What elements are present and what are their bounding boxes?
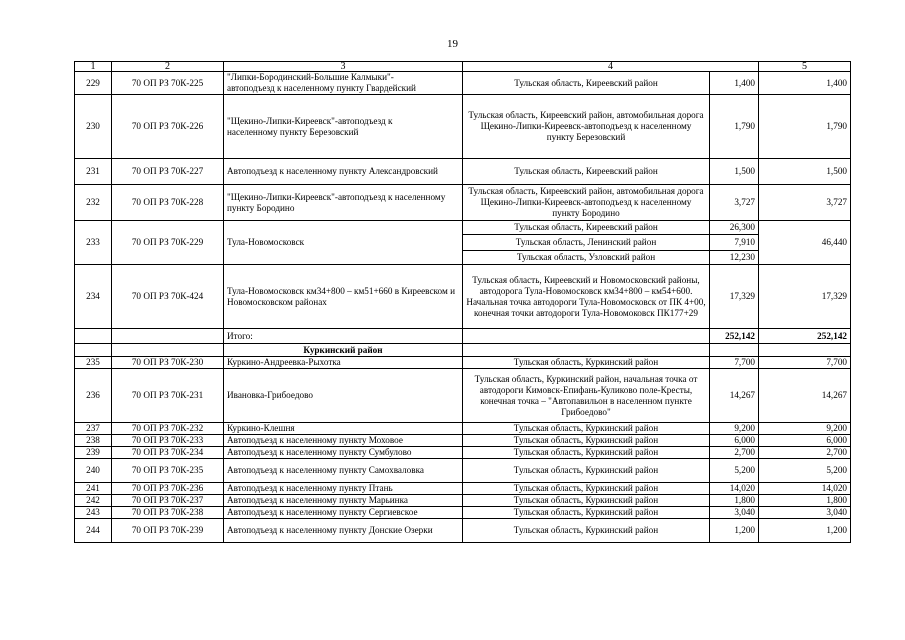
- empty-cell: [75, 329, 112, 344]
- road-location: Тульская область, Куркинский район: [463, 357, 710, 369]
- total-length: 1,200: [759, 519, 851, 543]
- total-row: [75, 329, 851, 344]
- total-length: 3,727: [759, 185, 851, 221]
- segment-length: 7,910: [710, 235, 759, 251]
- row-number: 237: [75, 423, 112, 435]
- row-number: 231: [75, 159, 112, 185]
- road-location: Тульская область, Киреевский район: [463, 221, 710, 235]
- total-length: 46,440: [759, 221, 851, 265]
- total-length: 5,200: [759, 459, 851, 483]
- total-length: 7,700: [759, 357, 851, 369]
- row-number: 234: [75, 265, 112, 329]
- road-name: Куркино-Клешня: [224, 423, 463, 435]
- total-label: Итого:: [224, 329, 463, 344]
- segment-length: 14,267: [710, 369, 759, 423]
- segment-length: 3,727: [710, 185, 759, 221]
- table-row: [75, 483, 851, 495]
- roads-table: [74, 61, 851, 543]
- road-code: 70 ОП РЗ 70К-227: [112, 159, 224, 185]
- road-code: 70 ОП РЗ 70К-239: [112, 519, 224, 543]
- total-length: 2,700: [759, 447, 851, 459]
- table-row: [75, 185, 851, 221]
- road-name: [224, 72, 463, 95]
- empty-cell: [112, 329, 224, 344]
- road-code: 70 ОП РЗ 70К-232: [112, 423, 224, 435]
- road-code: 70 ОП РЗ 70К-238: [112, 507, 224, 519]
- row-number: 236: [75, 369, 112, 423]
- total-length: 1,400: [759, 72, 851, 95]
- page-number: 19: [447, 38, 458, 50]
- row-number: 229: [75, 72, 112, 95]
- road-name: Автоподъезд к населенному пункту Самохваловка: [224, 459, 463, 483]
- table-row: [75, 459, 851, 483]
- table-row: [75, 95, 851, 159]
- empty-cell: [759, 344, 851, 357]
- row-number: 233: [75, 221, 112, 265]
- table-row: [75, 265, 851, 329]
- road-name: Ивановка-Грибоедово: [224, 369, 463, 423]
- segment-length: 17,329: [710, 265, 759, 329]
- road-name-line: "Щекино-Липки-Киреевск"-автоподъезд к: [227, 115, 393, 126]
- table-row: [75, 221, 851, 235]
- road-code: 70 ОП РЗ 70К-236: [112, 483, 224, 495]
- road-location: Тульская область, Ленинский район: [463, 235, 710, 251]
- road-code: 70 ОП РЗ 70К-237: [112, 495, 224, 507]
- empty-cell: [710, 344, 759, 357]
- road-name: Автоподъезд к населенному пункту Сергиевское: [224, 507, 463, 519]
- road-name: "Щекино-Липки-Киреевск"-автоподъезд к населенному пункту Бородино: [224, 185, 463, 221]
- road-location: Тульская область, Куркинский район, начальная точка от автодороги Кимовск-Епифань-Куликово поле-Кресты, конечная точка – "Автопавильон в населенном пункте Грибоедово": [463, 369, 710, 423]
- header-col-2: 2: [112, 62, 224, 72]
- total-length: 9,200: [759, 423, 851, 435]
- segment-length: 2,700: [710, 447, 759, 459]
- total-length: 1,500: [759, 159, 851, 185]
- road-name: Куркино-Андреевка-Рыхотка: [224, 357, 463, 369]
- road-location: Тульская область, Куркинский район: [463, 507, 710, 519]
- road-location: Тульская область, Куркинский район: [463, 483, 710, 495]
- header-col-1: 1: [75, 62, 112, 72]
- table-row: [75, 507, 851, 519]
- row-number: 244: [75, 519, 112, 543]
- road-location: Тульская область, Куркинский район: [463, 435, 710, 447]
- table-row: [75, 159, 851, 185]
- segment-length: 5,200: [710, 459, 759, 483]
- row-number: 239: [75, 447, 112, 459]
- segment-length: 7,700: [710, 357, 759, 369]
- header-row: [75, 62, 851, 72]
- road-name: Автоподъезд к населенному пункту Александровский: [224, 159, 463, 185]
- total-length: 252,142: [759, 329, 851, 344]
- road-name: Автоподъезд к населенному пункту Донские Озерки: [224, 519, 463, 543]
- row-number: 241: [75, 483, 112, 495]
- road-name-line: "Липки-Бородинский-Большие Калмыки"-: [227, 72, 394, 82]
- section-title: Куркинский район: [224, 344, 463, 357]
- road-code: 70 ОП РЗ 70К-231: [112, 369, 224, 423]
- empty-cell: [463, 344, 710, 357]
- table-row: [75, 519, 851, 543]
- total-length: 17,329: [759, 265, 851, 329]
- road-location: Тульская область, Киреевский район: [463, 159, 710, 185]
- segment-length: 14,020: [710, 483, 759, 495]
- table-row: [75, 369, 851, 423]
- total-length: 14,020: [759, 483, 851, 495]
- road-location: Тульская область, Киреевский и Новомосковский районы, автодорога Тула-Новомосковск км34+800 – км54+600. Начальная точка автодороги Тула-Новомосковск от ПК 4+00, конечная точки автодороги Тула-Новомоковск ПК177+29: [463, 265, 710, 329]
- empty-cell: [463, 329, 710, 344]
- road-code: 70 ОП РЗ 70К-226: [112, 95, 224, 159]
- total-segment-length: 252,142: [710, 329, 759, 344]
- road-location: Тульская область, Киреевский район, автомобильная дорога Щекино-Липки-Киреевск-автоподъезд к населенному пункту Бородино: [463, 185, 710, 221]
- road-code: 70 ОП РЗ 70К-235: [112, 459, 224, 483]
- row-number: 243: [75, 507, 112, 519]
- road-name: Автоподъезд к населенному пункту Моховое: [224, 435, 463, 447]
- total-length: 1,790: [759, 95, 851, 159]
- row-number: 232: [75, 185, 112, 221]
- segment-length: 26,300: [710, 221, 759, 235]
- road-code: 70 ОП РЗ 70К-228: [112, 185, 224, 221]
- road-code: 70 ОП РЗ 70К-424: [112, 265, 224, 329]
- row-number: 242: [75, 495, 112, 507]
- segment-length: 1,790: [710, 95, 759, 159]
- table-row: [75, 357, 851, 369]
- total-length: 3,040: [759, 507, 851, 519]
- table-row: [75, 72, 851, 95]
- road-code: 70 ОП РЗ 70К-225: [112, 72, 224, 95]
- road-code: 70 ОП РЗ 70К-234: [112, 447, 224, 459]
- road-name-line: населенному пункту Березовский: [227, 126, 359, 137]
- segment-length: 1,200: [710, 519, 759, 543]
- segment-length: 6,000: [710, 435, 759, 447]
- segment-length: 1,800: [710, 495, 759, 507]
- header-col-3: 3: [224, 62, 463, 72]
- road-name-line: автоподъезд к населенному пункту Гвардейский: [227, 83, 416, 93]
- road-location: Тульская область, Киреевский район: [463, 72, 710, 95]
- header-col-5: 5: [759, 62, 851, 72]
- road-name: [224, 95, 463, 159]
- road-location: Тульская область, Куркинский район: [463, 447, 710, 459]
- road-code: 70 ОП РЗ 70К-233: [112, 435, 224, 447]
- segment-length: 1,500: [710, 159, 759, 185]
- total-length: 1,800: [759, 495, 851, 507]
- road-code: 70 ОП РЗ 70К-229: [112, 221, 224, 265]
- road-location: Тульская область, Узловский район: [463, 251, 710, 265]
- road-location: Тульская область, Куркинский район: [463, 519, 710, 543]
- road-location: Тульская область, Куркинский район: [463, 459, 710, 483]
- row-number: 235: [75, 357, 112, 369]
- table-row: [75, 435, 851, 447]
- segment-length: 1,400: [710, 72, 759, 95]
- total-length: 14,267: [759, 369, 851, 423]
- segment-length: 12,230: [710, 251, 759, 265]
- road-name: Автоподъезд к населенному пункту Сумбулово: [224, 447, 463, 459]
- road-location: Тульская область, Куркинский район: [463, 423, 710, 435]
- road-location: Тульская область, Куркинский район: [463, 495, 710, 507]
- road-location: Тульская область, Киреевский район, автомобильная дорога Щекино-Липки-Киреевск-автоподъезд к населенному пункту Березовский: [463, 95, 710, 159]
- segment-length: 3,040: [710, 507, 759, 519]
- road-name: Автоподъезд к населенному пункту Марьинка: [224, 495, 463, 507]
- header-col-4: 4: [463, 62, 759, 72]
- table-row: [75, 423, 851, 435]
- row-number: 230: [75, 95, 112, 159]
- empty-cell: [112, 344, 224, 357]
- road-name: Тула-Новомосковск: [224, 221, 463, 265]
- road-code: 70 ОП РЗ 70К-230: [112, 357, 224, 369]
- table-row: [75, 447, 851, 459]
- road-name: Тула-Новомосковск км34+800 – км51+660 в Киреевском и Новомосковском районах: [224, 265, 463, 329]
- row-number: 240: [75, 459, 112, 483]
- total-length: 6,000: [759, 435, 851, 447]
- row-number: 238: [75, 435, 112, 447]
- road-name: Автоподъезд к населенному пункту Птань: [224, 483, 463, 495]
- segment-length: 9,200: [710, 423, 759, 435]
- empty-cell: [75, 344, 112, 357]
- section-row: [75, 344, 851, 357]
- table-row: [75, 495, 851, 507]
